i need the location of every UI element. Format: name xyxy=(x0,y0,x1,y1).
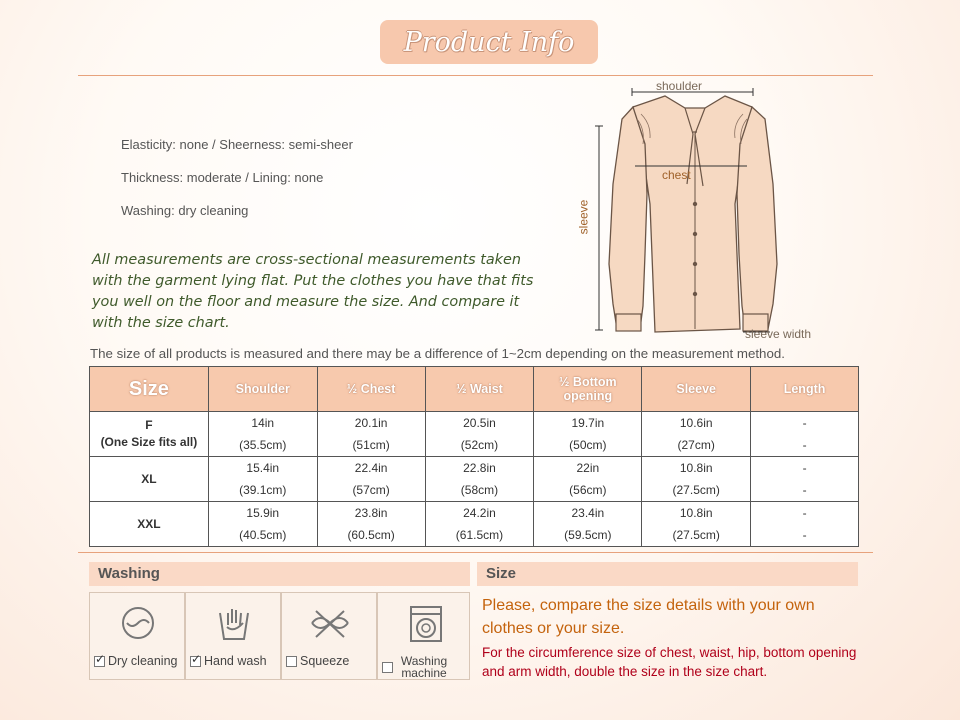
table-cell: (52cm) xyxy=(425,434,534,457)
table-cell: 22.8in xyxy=(425,457,534,480)
table-cell: - xyxy=(751,434,859,457)
size-compare-text: Please, compare the size details with your own clothes or your size. xyxy=(482,597,815,637)
header-sleeve: Sleeve xyxy=(642,367,751,412)
table-cell: 10.8in xyxy=(642,457,751,480)
dry-cleaning-checkbox xyxy=(94,656,105,667)
header-chest: ½ Chest xyxy=(317,367,425,412)
property-washing: Washing: dry cleaning xyxy=(121,203,249,218)
table-cell: 20.1in xyxy=(317,412,425,435)
table-cell: (60.5cm) xyxy=(317,524,425,547)
header-size: Size xyxy=(90,367,209,412)
measurement-note: All measurements are cross-sectional measurements taken with the garment lying flat. Put the clothes you have that fits you well on the floor and measure the size. And compare it with the size chart. xyxy=(92,252,534,331)
table-cell: 10.6in xyxy=(642,412,751,435)
table-cell: (27.5cm) xyxy=(642,524,751,547)
shirt-left-sleeve xyxy=(609,107,647,329)
table-cell: 20.5in xyxy=(425,412,534,435)
table-cell: 15.9in xyxy=(208,502,317,525)
squeeze-checkbox xyxy=(286,656,297,667)
dry-clean-icon xyxy=(118,601,158,645)
size-label-sub: (One Size fits all) xyxy=(100,435,198,449)
table-cell: 15.4in xyxy=(208,457,317,480)
washing-machine-checkbox xyxy=(382,662,393,673)
washing-header: Washing xyxy=(89,562,470,586)
left-cuff xyxy=(616,314,641,331)
size-label-f xyxy=(90,412,209,457)
chest-label: chest xyxy=(662,168,691,182)
sleeve-label: sleeve xyxy=(576,199,591,235)
care-squeeze xyxy=(281,592,377,680)
care-dry-cleaning-label-row xyxy=(94,655,182,667)
size-label-xxl: XXL xyxy=(90,502,209,547)
header-waist: ½ Waist xyxy=(425,367,534,412)
care-squeeze-label-row xyxy=(286,655,374,667)
table-cell: - xyxy=(751,502,859,525)
table-row xyxy=(90,412,859,435)
table-cell: - xyxy=(751,524,859,547)
header-bottom-opening: ½ Bottom opening xyxy=(534,367,642,412)
shirt-right-sleeve xyxy=(737,107,777,329)
page-title: Product Info xyxy=(380,20,598,64)
table-cell: 19.7in xyxy=(534,412,642,435)
shoulder-label: shoulder xyxy=(656,79,703,93)
care-dry-cleaning xyxy=(89,592,185,680)
care-label: Washing machine xyxy=(400,654,448,680)
washing-machine-icon xyxy=(406,601,446,645)
table-cell: 22in xyxy=(534,457,642,480)
care-hand-wash-label-row xyxy=(190,655,278,667)
shirt-diagram xyxy=(575,74,835,349)
hand-wash-icon xyxy=(214,601,254,645)
size-label-main: F xyxy=(145,418,153,432)
care-label: Squeeze xyxy=(300,654,350,668)
property-thickness: Thickness: moderate / Lining: none xyxy=(121,170,324,185)
table-row xyxy=(90,502,859,525)
table-cell: 23.8in xyxy=(317,502,425,525)
table-cell: (50cm) xyxy=(534,434,642,457)
header-length: Length xyxy=(751,367,859,412)
table-header-row xyxy=(90,367,859,412)
care-hand-wash xyxy=(185,592,281,680)
table-cell: (59.5cm) xyxy=(534,524,642,547)
table-cell: (35.5cm) xyxy=(208,434,317,457)
table-cell: (40.5cm) xyxy=(208,524,317,547)
table-cell: 24.2in xyxy=(425,502,534,525)
table-cell: 10.8in xyxy=(642,502,751,525)
table-row xyxy=(90,457,859,480)
size-header: Size xyxy=(477,562,858,586)
sleeve-width-label: sleeve width xyxy=(745,327,812,341)
care-washing-machine xyxy=(377,592,470,680)
table-cell: (57cm) xyxy=(317,479,425,502)
size-label-xl: XL xyxy=(90,457,209,502)
size-circumference-text: For the circumference size of chest, waist, hip, bottom opening and arm width, double the size in the size chart. xyxy=(482,645,857,679)
care-washing-machine-label-row xyxy=(382,655,467,679)
bottom-divider xyxy=(78,552,873,553)
size-chart-table xyxy=(89,366,859,547)
care-label: Dry cleaning xyxy=(108,654,178,668)
table-cell: 22.4in xyxy=(317,457,425,480)
table-cell: (61.5cm) xyxy=(425,524,534,547)
table-cell: (27cm) xyxy=(642,434,751,457)
table-cell: - xyxy=(751,412,859,435)
table-cell: (39.1cm) xyxy=(208,479,317,502)
table-cell: 14in xyxy=(208,412,317,435)
table-cell: (51cm) xyxy=(317,434,425,457)
table-cell: 23.4in xyxy=(534,502,642,525)
header-shoulder: Shoulder xyxy=(208,367,317,412)
measurement-method-note: The size of all products is measured and there may be a difference of 1~2cm depending on the measurement method. xyxy=(90,346,785,361)
care-label: Hand wash xyxy=(204,654,267,668)
property-elasticity: Elasticity: none / Sheerness: semi-sheer xyxy=(121,137,353,152)
table-cell: (58cm) xyxy=(425,479,534,502)
no-wring-icon xyxy=(310,601,350,645)
table-cell: - xyxy=(751,457,859,480)
hand-wash-checkbox xyxy=(190,656,201,667)
table-cell: - xyxy=(751,479,859,502)
table-cell: (27.5cm) xyxy=(642,479,751,502)
table-cell: (56cm) xyxy=(534,479,642,502)
